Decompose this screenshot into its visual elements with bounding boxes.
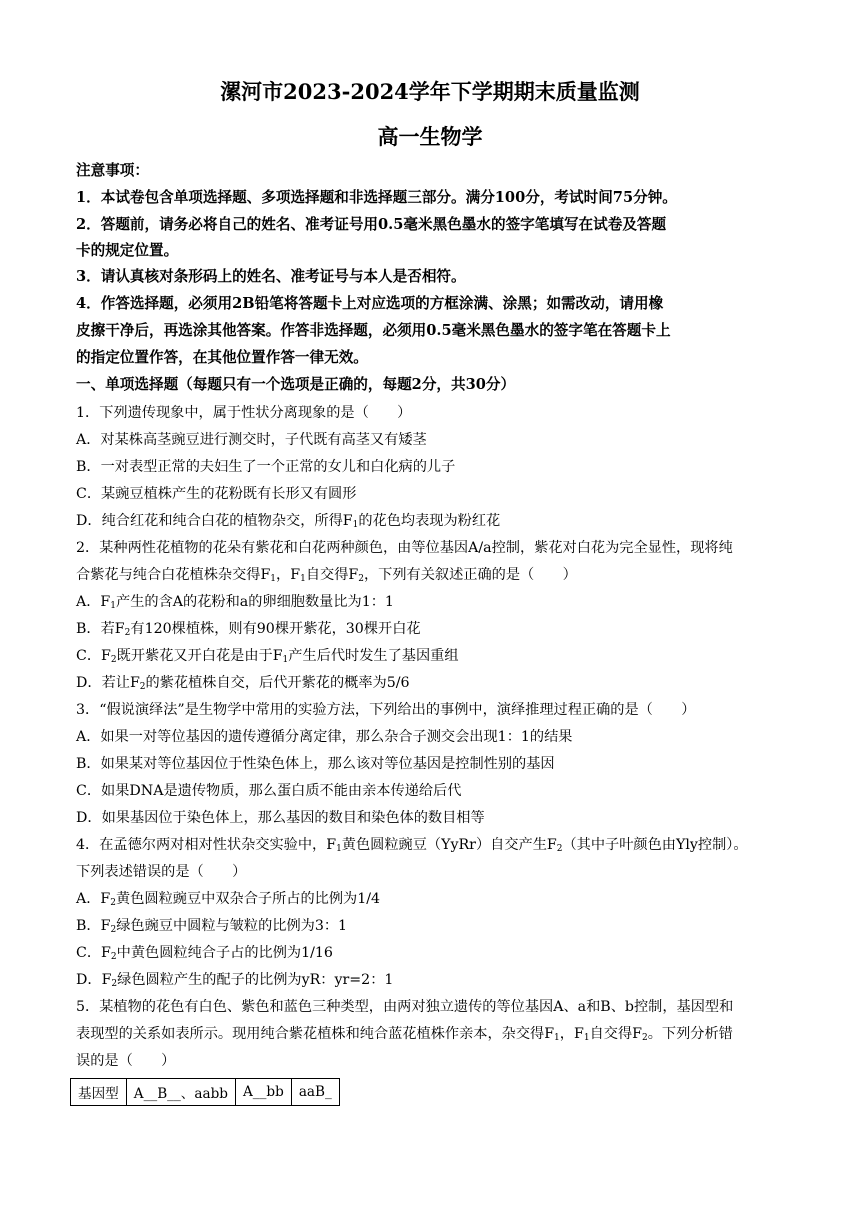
q4-option-b: B．$F_2$绿色豌豆中圆粒与皱粒的比例为3：1 [76, 918, 348, 935]
q3-option-b: B．如果某对等位基因位于性染色体上，那么该对等位基因是控制性别的基因 [76, 756, 555, 772]
notice-line-3: 卡的规定位置。 [76, 242, 179, 259]
q2-option-a: A．$F_1$产生的含A的花粉和a的卵细胞数量比为1：1 [76, 594, 394, 611]
q4-option-a: A．$F_2$黄色圆粒豌豆中双杂合子所占的比例为1/4 [76, 891, 381, 908]
q3-option-a: A．如果一对等位基因的遗传遵循分离定律，那么杂合子测交会出现1：1的结果 [76, 729, 573, 745]
table-cell: A__B__、aabb [126, 1079, 235, 1106]
q1-option-c: C．某豌豆植株产生的花粉既有长形又有圆形 [76, 486, 357, 502]
q4-option-c: C．$F_2$中黄色圆粒纯合子占的比例为1/16 [76, 945, 333, 962]
q1-stem: 1．下列遗传现象中，属于性状分离现象的是（ ） [76, 405, 412, 421]
q5-stem-line-3: 误的是（ ） [76, 1053, 176, 1069]
q1-option-d: D．纯合红花和纯合白花的植物杂交，所得$F_1$的花色均表现为粉红花 [76, 513, 501, 530]
q2-stem-line-2: 合紫花与纯合白花植株杂交得$F_1$，$F_1$自交得$F_2$，下列有关叙述正确的是（ ） [76, 567, 577, 584]
notice-line-7: 的指定位置作答，在其他位置作答一律无效。 [76, 349, 368, 366]
q5-stem-line-2: 表现型的关系如表所示。现用纯合紫花植株和纯合蓝花植株作亲本，杂交得$F_1$，$F_1$自交得$F_2$。下列分析错 [76, 1026, 733, 1043]
q3-option-d: D．如果基因位于染色体上，那么基因的数目和染色体的数目相等 [76, 810, 485, 826]
q4-stem-line-1: 4．在孟德尔两对相对性状杂交实验中，$F_1$黄色圆粒豌豆（YyRr）自交产生$F_2$（其中子叶颜色由Yly控制）。 [76, 837, 748, 854]
q2-option-b: B．若$F_2$有120棵植株，则有90棵开紫花，30棵开白花 [76, 621, 421, 638]
section-heading: 一、单项选择题（每题只有一个选项是正确的，每题2分，共30分） [76, 376, 516, 393]
q3-option-c: C．如果DNA是遗传物质，那么蛋白质不能由亲本传递给后代 [76, 783, 462, 799]
notice-line-4: 3．请认真核对条形码上的姓名、准考证号与本人是否相符。 [76, 268, 466, 285]
q1-option-b: B．一对表型正常的夫妇生了一个正常的女儿和白化病的儿子 [76, 459, 456, 475]
q2-option-c: C．$F_2$既开紫花又开白花是由于$F_1$产生后代时发生了基因重组 [76, 648, 459, 665]
table-cell: A__bb [235, 1079, 291, 1106]
exam-title: 漯河市2023-2024学年下学期期末质量监测 [220, 79, 640, 104]
table-cell-genotype-header: 基因型 [71, 1079, 127, 1106]
genotype-table [70, 1078, 340, 1106]
notice-line-1: 1．本试卷包含单项选择题、多项选择题和非选择题三部分。满分100分，考试时间75分钟。 [76, 189, 677, 206]
exam-subject: 高一生物学 [377, 124, 483, 149]
q2-stem-line-1: 2．某种两性花植物的花朵有紫花和白花两种颜色，由等位基因A/a控制，紫花对白花为完全显性，现将纯 [76, 540, 733, 556]
q5-stem-line-1: 5．某植物的花色有白色、紫色和蓝色三种类型，由两对独立遗传的等位基因A、a和B、b控制，基因型和 [76, 999, 734, 1015]
q2-option-d: D．若让$F_2$的紫花植株自交，后代开紫花的概率为5/6 [76, 675, 410, 692]
notice-line-5: 4．作答选择题，必须用2B铅笔将答题卡上对应选项的方框涂满、涂黑；如需改动，请用橡 [76, 295, 664, 312]
notice-line-2: 2．答题前，请务必将自己的姓名、准考证号用0.5毫米黑色墨水的签字笔填写在试卷及答题 [76, 216, 667, 233]
q4-option-d: D．$F_2$绿色圆粒产生的配子的比例为yR：yr=2：1 [76, 972, 394, 989]
q4-stem-line-2: 下列表述错误的是（ ） [76, 864, 247, 880]
table-cell: aaB_ [291, 1079, 339, 1106]
notice-heading: 注意事项： [76, 162, 149, 179]
q3-stem: 3．“假说演绎法”是生物学中常用的实验方法，下列给出的事例中，演绎推理过程正确的是（ ） [76, 702, 696, 718]
table-row [71, 1079, 340, 1106]
q1-option-a: A．对某株高茎豌豆进行测交时，子代既有高茎又有矮茎 [76, 432, 427, 448]
notice-line-6: 皮擦干净后，再选涂其他答案。作答非选择题，必须用0.5毫米黑色墨水的签字笔在答题卡上 [76, 322, 671, 339]
